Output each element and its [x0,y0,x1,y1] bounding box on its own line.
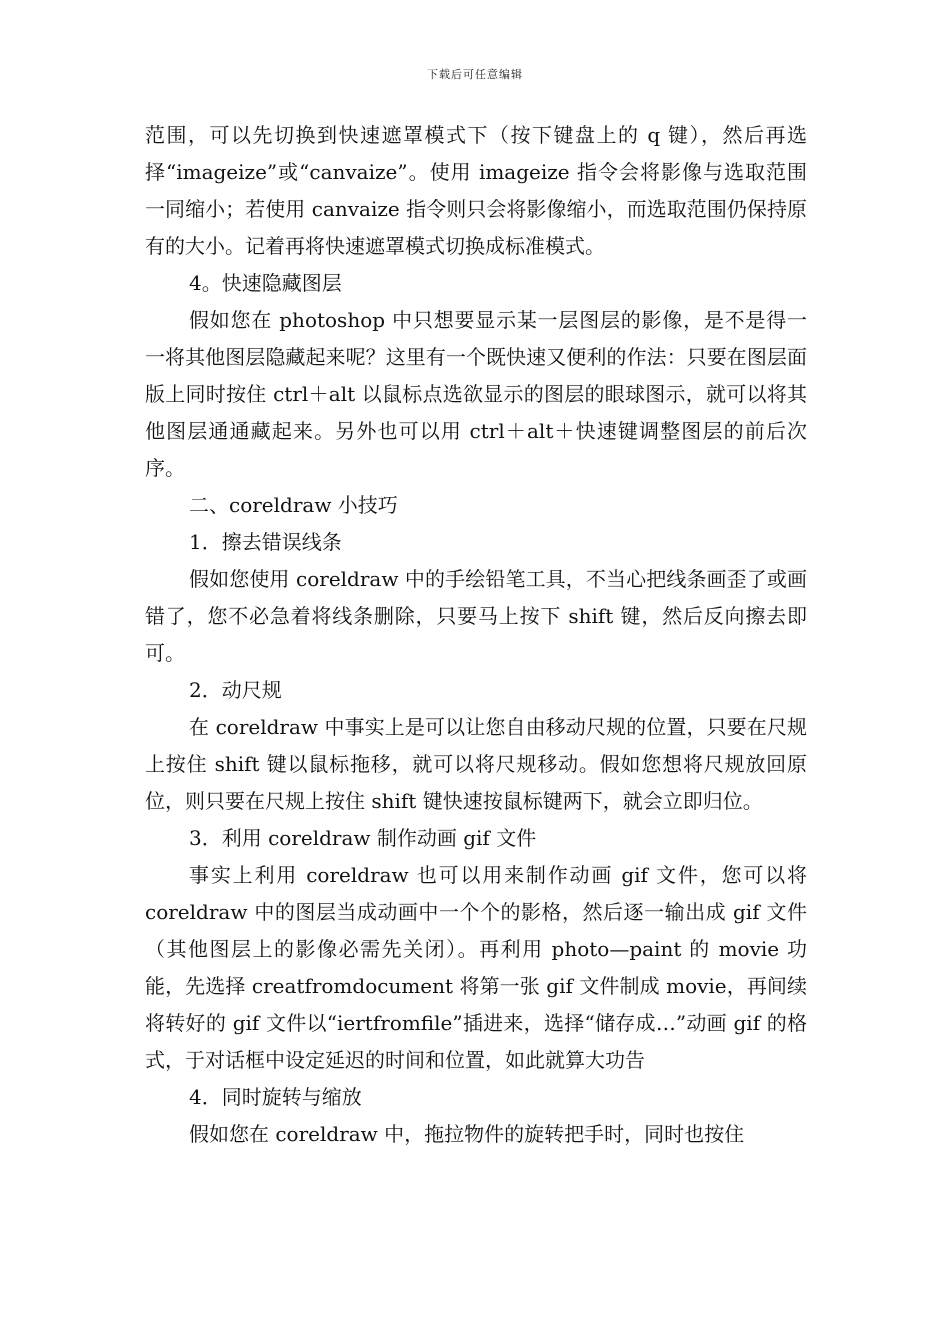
section-heading: 4．同时旋转与缩放 [189,1085,362,1109]
page-header: 下载后可任意编辑 [427,68,523,81]
section-heading: 1．擦去错误线条 [189,530,342,554]
section-heading: 2．动尺规 [189,678,282,702]
section-heading: 3．利用 coreldraw 制作动画 gif 文件 [189,826,537,850]
document-body [145,117,807,1153]
paragraph: 假如您在 coreldraw 中，拖拉物件的旋转把手时，同时也按住 [189,1122,745,1146]
section-heading: 二、coreldraw 小技巧 [189,493,398,517]
paragraph: 事实上利用 coreldraw 也可以用来制作动画 gif 文件，您可以将 coreldraw 中的图层当成动画中一个个的影格，然后逐一输出成 gif 文件（其他图层上的影像必需先关闭）。再利用 photo—paint 的 movie 功能，先选择 creatfromdocument 将第一张 gif 文件制成 movie，再间续将转好的 gif 文件以“iertfromfile”插进来，选择“储存成…”动画 gif 的格式，于对话框中设定延迟的时间和位置，如此就算大功告 [145,863,807,1072]
paragraph: 假如您使用 coreldraw 中的手绘铅笔工具，不当心把线条画歪了或画错了，您不必急着将线条删除，只要马上按下 shift 键，然后反向擦去即可。 [145,567,807,665]
paragraph: 范围，可以先切换到快速遮罩模式下（按下键盘上的 q 键），然后再选择“imageize”或“canvaize”。使用 imageize 指令会将影像与选取范围一同缩小；若使用 canvaize 指令则只会将影像缩小，而选取范围仍保持原有的大小。记着再将快速遮罩模式切换成标准模式。 [145,123,807,258]
section-heading: 4。快速隐藏图层 [189,271,342,295]
paragraph: 在 coreldraw 中事实上是可以让您自由移动尺规的位置，只要在尺规上按住 shift 键以鼠标拖移，就可以将尺规移动。假如您想将尺规放回原位，则只要在尺规上按住 shift 键快速按鼠标键两下，就会立即归位。 [145,715,807,813]
paragraph: 假如您在 photoshop 中只想要显示某一层图层的影像，是不是得一一将其他图层隐藏起来呢？这里有一个既快速又便利的作法：只要在图层面版上同时按住 ctrl＋alt 以鼠标点选欲显示的图层的眼球图示，就可以将其他图层通通藏起来。另外也可以用 ctrl＋alt＋快速键调整图层的前后次序。 [145,308,807,480]
